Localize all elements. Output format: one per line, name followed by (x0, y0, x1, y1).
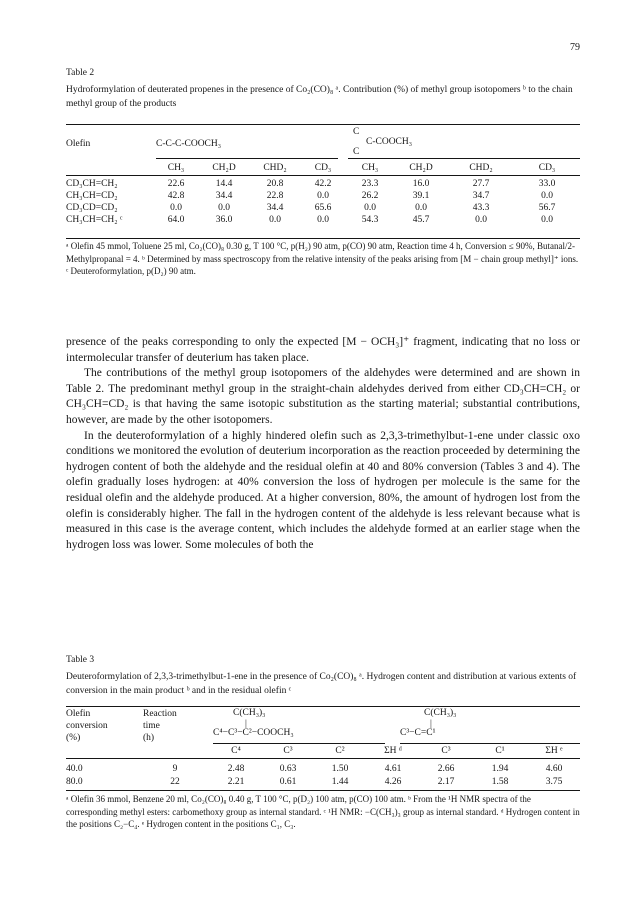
table3-cell: 2.17 (437, 776, 455, 787)
table2-cell: 0.0 (541, 191, 553, 201)
table2-cell: 0.0 (170, 203, 182, 213)
table2-olefin-header: Olefin (66, 139, 91, 149)
table3-cell: 1.94 (491, 763, 509, 774)
table3-aldehyde-formula: C⁴−C³−C²−COOCH₃ (213, 728, 294, 738)
table3-time-cell: 22 (170, 776, 180, 787)
table3-cell: 0.61 (279, 776, 297, 787)
table2-cell: 42.2 (314, 179, 332, 189)
table2-subheader: CHD₂ (263, 162, 287, 173)
table3-conversion-cell: 80.0 (66, 776, 83, 787)
table3-subheader: C⁴ (231, 746, 241, 757)
table2-group2-title-bot: C (353, 147, 360, 157)
table2-cell: 0.0 (317, 191, 329, 201)
table3-olefin-formula-top: C(CH₃)₃ (424, 708, 457, 718)
table2-row (66, 190, 580, 202)
table3-row (66, 762, 580, 775)
table3-cell: 1.58 (491, 776, 509, 787)
table3-cell: 4.60 (545, 763, 563, 774)
table2-subheader: CD₃ (538, 162, 556, 173)
table2-cell: 23.3 (361, 179, 379, 189)
table3-cell: 2.21 (227, 776, 245, 787)
table3-cell: 0.63 (279, 763, 297, 774)
table2-cell: 54.3 (361, 215, 379, 225)
table2-top-rule (66, 124, 580, 125)
body-paragraph: presence of the peaks corresponding to only the expected [M − OCH₃]⁺ fragment, indicating that no loss or intermolecular transfer of deuterium has taken place. (66, 336, 580, 364)
table2-cell: 20.8 (266, 179, 284, 189)
table2-cell: 43.3 (472, 203, 490, 213)
table2-olefin-cell: CD₃CD=CD₂ (66, 203, 118, 213)
table3-time-cell: 9 (172, 763, 178, 774)
table3-olefin-header: Olefin conversion (%) (66, 709, 108, 743)
table3-caption: Deuteroformylation of 2,3,3-trimethylbut-1-ene in the presence of Co₂(CO)₈ ᵃ. Hydrogen content and distribution at various extents of conversion in the main product ᵇ and in the residual olefin ᶜ (66, 672, 577, 696)
table3-aldehyde-formula-bar: | (245, 719, 247, 729)
table2-subheader-row (66, 161, 580, 175)
table3-cell: 2.66 (437, 763, 455, 774)
table3-aldehyde-formula-top: C(CH₃)₃ (233, 708, 266, 718)
table3-cell: 1.50 (331, 763, 349, 774)
table3-grid (66, 745, 580, 788)
table3-time-header: Reaction time (h) (143, 709, 177, 743)
table2-row (66, 214, 580, 226)
table2-group2-title-top: C (353, 127, 360, 137)
table3-bottom-rule (66, 790, 580, 791)
table3-subheader: C³ (441, 746, 451, 757)
table2-subheader: CHD₂ (469, 162, 493, 173)
table2-cell: 22.6 (167, 179, 185, 189)
table3-subheader: ΣH ᵉ (545, 746, 563, 757)
table3-row (66, 775, 580, 788)
table3-cell: 4.61 (384, 763, 402, 774)
table3-cell: 4.26 (384, 776, 402, 787)
table2-cell: 0.0 (541, 215, 553, 225)
table3-aldehyde-rule (213, 743, 385, 744)
table3-subheader: C¹ (495, 746, 505, 757)
table2-cell: 16.0 (412, 179, 430, 189)
table2-subheader: CD₃ (314, 162, 332, 173)
table2-cell: 64.0 (167, 215, 185, 225)
table2-cell: 0.0 (475, 215, 487, 225)
table3-cell: 1.44 (331, 776, 349, 787)
table2-label: Table 2 (66, 68, 95, 78)
table3-label: Table 3 (66, 655, 95, 665)
table2-cell: 42.8 (167, 191, 185, 201)
body-paragraph: In the deuteroformylation of a highly hindered olefin such as 2,3,3-trimethylbut-1-ene under classic oxo conditions we monitored the evolution of deuterium incorporation as the reaction proceeded by determining the hydrogen content of both the aldehyde and the residual olefin at 40 and 80% conversion (Tables 3 and 4). The olefin gradually loses hydrogen: at 40% conversion the loss of hydrogen per molecule is the same for the residual olefin and the aldehyde produced. At a higher conversion, 80%, the amount of hydrogen lost from the olefin is considerably higher. The fall in the hydrogen content of the aldehyde is less relevant because what is measured in this case is the average content, which includes the aldehyde formed at an earlier stage when the hydrogen loss was lower. Some molecules of both the (66, 429, 580, 551)
table2-group1-title: C-C-C-COOCH₃ (156, 139, 222, 149)
table3-footnote: ᵃ Olefin 36 mmol, Benzene 20 ml, Co₂(CO)₈ 0.40 g, T 100 °C, p(D₂) 100 atm, p(CO) 100 atm. ᵇ From the ¹H NMR spectra of the corresponding methyl esters: carbomethoxy group as internal standard. ᶜ ¹H NMR: −C(CH₃)₃ group as internal standard. ᵈ Hydrogen content in the positions C₂−C₄. ᵉ Hydrogen content in the positions C₁, C₃. (66, 794, 580, 829)
table3-conversion-cell: 40.0 (66, 763, 83, 774)
table2-subheader: CH₂D (212, 162, 236, 173)
table2-cell: 0.0 (269, 215, 281, 225)
table3-olefin-rule (400, 743, 580, 744)
table2-subheader: CH₂D (409, 162, 433, 173)
table2-group1-rule (156, 158, 338, 159)
table3-subheader: C³ (283, 746, 293, 757)
table2-group2-rule (348, 158, 580, 159)
table2-cell: 39.1 (412, 191, 430, 201)
table3-cell: 3.75 (545, 776, 563, 787)
table2-cell: 34.7 (472, 191, 490, 201)
table2-olefin-cell: CH₃CH=CD₂ (66, 191, 118, 201)
table2-cell: 34.4 (215, 191, 233, 201)
table2-cell: 36.0 (215, 215, 233, 225)
table3-top-rule (66, 706, 580, 707)
table2-row (66, 202, 580, 214)
table2-cell: 33.0 (538, 179, 556, 189)
table2-cell: 27.7 (472, 179, 490, 189)
table2-cell: 34.4 (266, 203, 284, 213)
table2-cell: 0.0 (415, 203, 427, 213)
body-paragraph: The contributions of the methyl group isotopomers of the aldehydes were determined and are shown in Table 2. The predominant methyl group in the straight-chain aldehydes derived from either CD₃CH=CH₂ or CH₃CH=CD₂ is that having the same isotopic substitution as the starting material; substantial contributions, however, are made by the other isotopomers. (66, 367, 580, 426)
table2-olefin-cell: CH₃CH=CH₂ ᶜ (66, 215, 123, 225)
table3-subheader: C² (335, 746, 345, 757)
page-number: 79 (570, 42, 580, 53)
table2-footnote: ᵃ Olefin 45 mmol, Toluene 25 ml, Co₂(CO)₈ 0.30 g, T 100 °C, p(H₂) 90 atm, p(CO) 90 atm, Reaction time 4 h, Conversion ≤ 90%, Butanal/2-Methylpropanal = 4. ᵇ Determined by mass spectroscopy from the relative intensity of the peaks arising from [M − chain group methyl]⁺ ions. ᶜ Deuteroformylation, p(D₂) 90 atm. (66, 241, 579, 276)
table2-cell: 45.7 (412, 215, 430, 225)
table3-cell: 2.48 (227, 763, 245, 774)
table2-cell: 22.8 (266, 191, 284, 201)
table2-caption: Hydroformylation of deuterated propenes in the presence of Co₂(CO)₈ ᵃ. Contribution (%) of methyl group isotopomers ᵇ to the chain methyl group of the products (66, 85, 573, 109)
table2-cell: 56.7 (538, 203, 556, 213)
table2-cell: 26.2 (361, 191, 379, 201)
table2-cell: 65.6 (314, 203, 332, 213)
table2-row (66, 178, 580, 190)
table2-cell: 14.4 (215, 179, 233, 189)
table2-cell: 0.0 (218, 203, 230, 213)
table2-grid (66, 161, 580, 226)
table2-group2-title-mid: C-COOCH₃ (366, 137, 413, 147)
table2-bottom-rule (66, 238, 580, 239)
table2-subheader: CH₃ (361, 162, 379, 173)
table2-cell: 0.0 (364, 203, 376, 213)
table2-cell: 0.0 (317, 215, 329, 225)
table3-olefin-formula: C³−C=C¹ (400, 728, 436, 738)
table3-olefin-formula-bar: | (430, 719, 432, 729)
table2-olefin-cell: CD₃CH=CH₂ (66, 179, 118, 189)
table3-subheader-row (66, 745, 580, 758)
table3-subheader: ΣH ᵈ (384, 746, 402, 757)
table2-subheader: CH₃ (167, 162, 185, 173)
body-text (66, 335, 580, 553)
